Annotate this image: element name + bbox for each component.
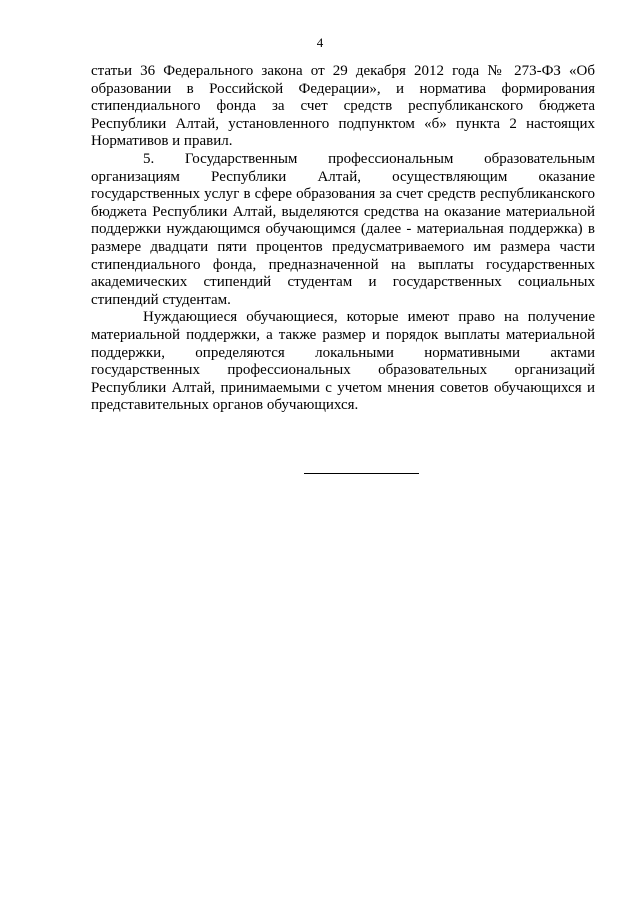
paragraph-item-5: 5. Государственным профессиональным образовательным организациям Республики Алтай, осуществляющим оказание государственных услуг в сфере образования за счет средств республиканского бюджета Республики Алтай, выделяются средства на оказание материальной поддержки нуждающимся обучающимся (далее - материальная поддержка) в размере двадцати пяти процентов предусматриваемого им размера части стипендиального фонда, предназначенной на выплаты государственных академических стипендий студентам и государственных социальных стипендий студентам. bbox=[91, 150, 595, 308]
paragraph-continuation: статьи 36 Федерального закона от 29 декабря 2012 года № 273-ФЗ «Об образовании в Российской Федерации», и норматива формирования стипендиального фонда за счет средств республиканского бюджета Республики Алтай, установленного подпунктом «б» пункта 2 настоящих Нормативов и правил. bbox=[91, 63, 595, 150]
end-separator-line bbox=[304, 473, 419, 474]
document-body bbox=[91, 63, 595, 415]
page-number: 4 bbox=[316, 35, 324, 50]
paragraph-material-support: Нуждающиеся обучающиеся, которые имеют право на получение материальной поддержки, а также размер и порядок выплаты материальной поддержки, определяются локальными нормативными актами государственных профессиональных образовательных организаций Республики Алтай, принимаемыми с учетом мнения советов обучающихся и представительных органов обучающихся. bbox=[91, 309, 595, 414]
